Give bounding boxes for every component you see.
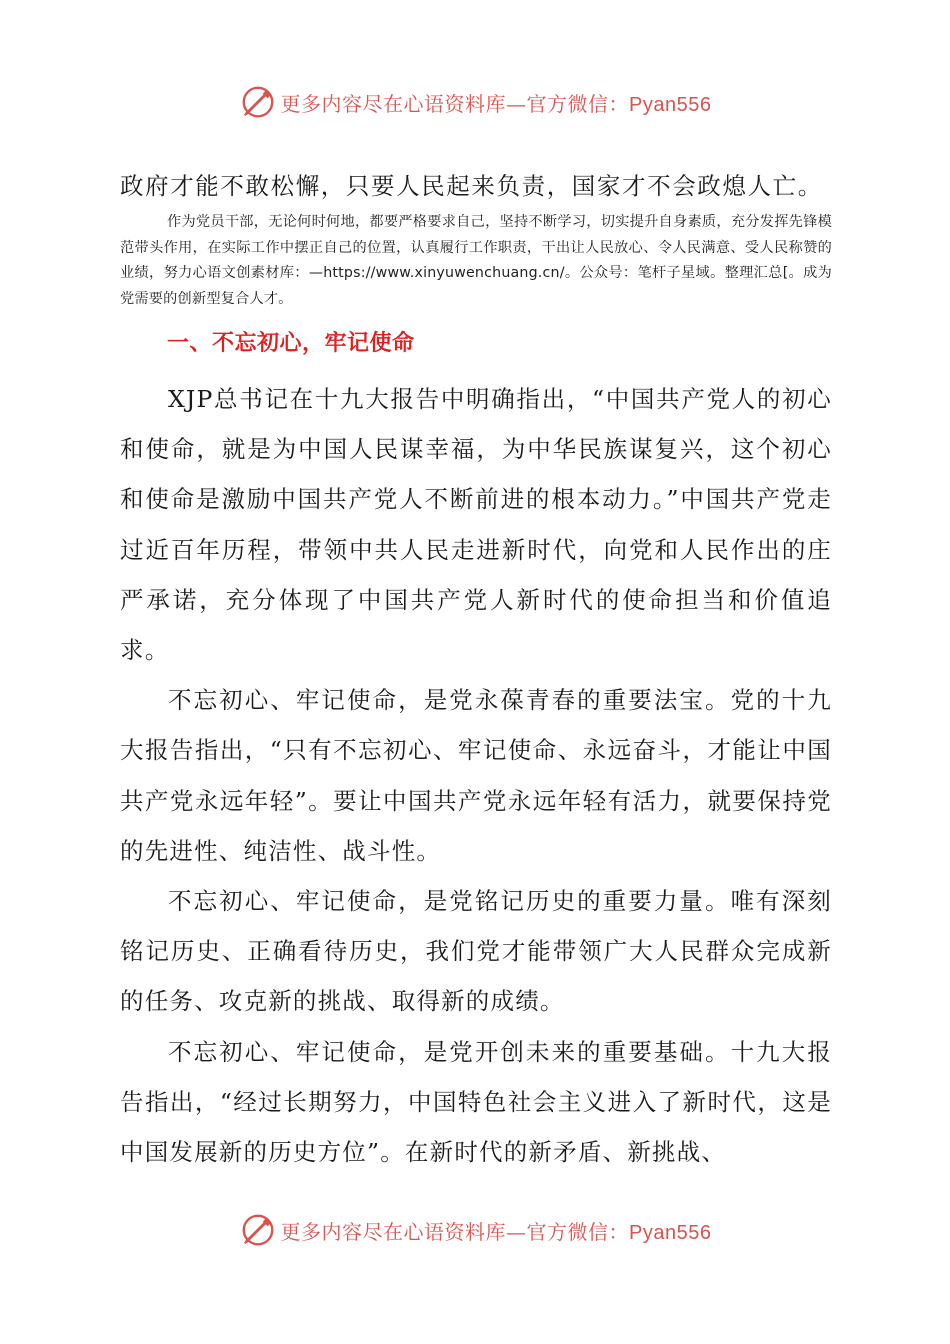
banner-text: 更多内容尽在心语资料库—官方微信：Pyan556 — [280, 1219, 712, 1244]
section-heading: 一、不忘初心，牢记使命 — [167, 331, 415, 356]
header-banner — [0, 80, 950, 124]
paragraph-4: 不忘初心、牢记使命，是党开创未来的重要基础。十九大报告指出，“经过长期努力，中国特色社会主义进入了新时代，这是中国发展新的历史方位”。在新时代的新矛盾、新挑战、 — [120, 1037, 832, 1167]
paragraph-1: XJP总书记在十九大报告中明确指出，“中国共产党人的初心和使命，就是为中国人民谋幸福，为中华民族谋复兴，这个初心和使命是激励中国共产党人不断前进的根本动力。”中国共产党走过近百年历程，带领中共人民走进新时代，向党和人民作出的庄严承诺，充分体现了中国共产党人新时代的使命担当和价值追求。 — [120, 385, 832, 665]
pen-logo-icon — [239, 83, 277, 121]
wechat-id: Pyan556 — [629, 93, 712, 116]
small-paragraph: 作为党员干部，无论何时何地，都要严格要求自己，坚持不断学习，切实提升自身素质，充分发挥先锋模范带头作用，在实际工作中摆正自己的位置，认真履行工作职责，干出让人民放心、令人民满意、受人民称赞的业绩，努力心语文创素材库：—https://www.xinyuwenchuang.cn/。公众号：笔杆子星域。整理汇总[。成为党需要的创新型复合人才。 — [120, 214, 832, 307]
banner-text: 更多内容尽在心语资料库—官方微信：Pyan556 — [280, 91, 712, 116]
paragraph-3: 不忘初心、牢记使命，是党铭记历史的重要力量。唯有深刻铭记历史、正确看待历史，我们党才能带领广大人民群众完成新的任务、攻克新的挑战、取得新的成绩。 — [120, 887, 832, 1016]
wechat-id: Pyan556 — [629, 1221, 712, 1244]
document-body — [120, 162, 832, 1177]
paragraph-2: 不忘初心、牢记使命，是党永葆青春的重要法宝。党的十九大报告指出，“只有不忘初心、牢记使命、永远奋斗，才能让中国共产党永远年轻”。要让中国共产党永远年轻有活力，就要保持党的先进性、纯洁性、战斗性。 — [120, 686, 832, 865]
pen-logo-icon — [239, 1211, 277, 1249]
top-line: 政府才能不敢松懈，只要人民起来负责，国家才不会政熄人亡。 — [120, 172, 823, 200]
footer-banner — [0, 1208, 950, 1252]
